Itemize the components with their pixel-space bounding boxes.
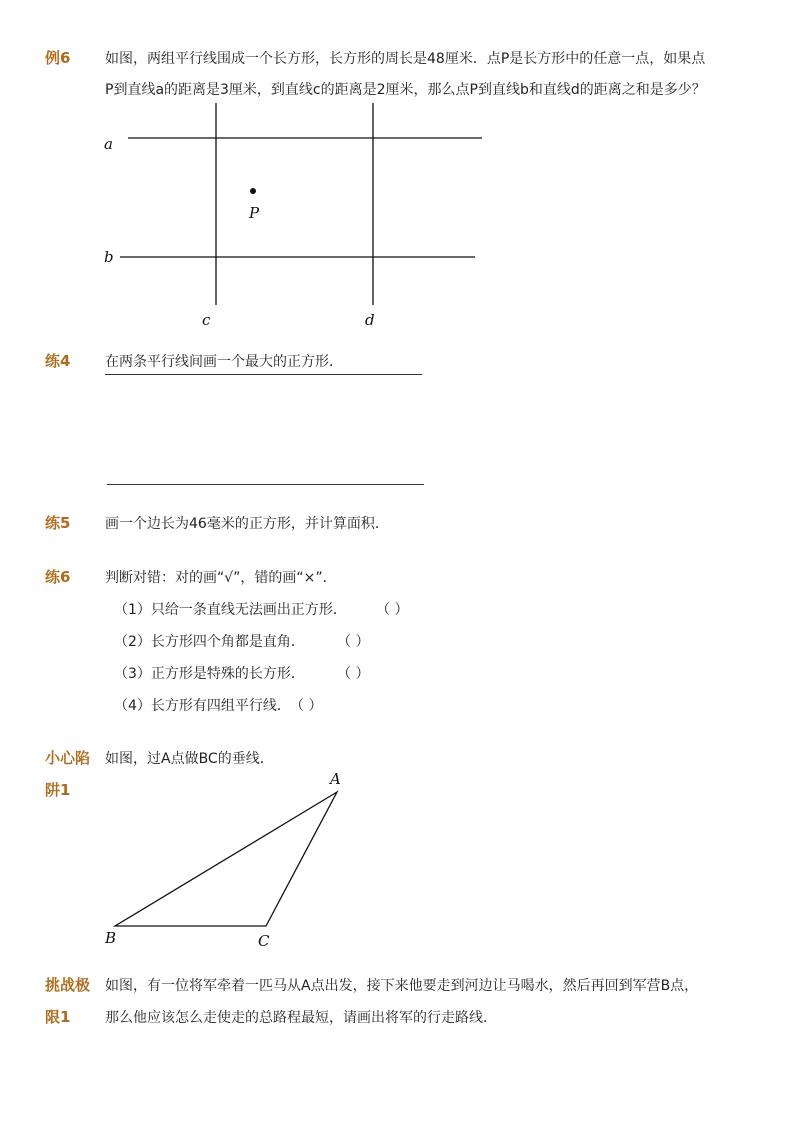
practice-5-tag: 练5 xyxy=(45,514,71,532)
label-a: a xyxy=(104,135,113,153)
label-b: b xyxy=(104,248,114,266)
trap-1-question: 如图，过A点做BC的垂线． xyxy=(105,751,274,767)
label-p: P xyxy=(249,204,260,222)
challenge-1-tag-line-2: 限1 xyxy=(45,1008,71,1026)
judgement-item-1: （1）只给一条直线无法画出正方形． xyxy=(114,602,347,618)
example-6-tag: 例6 xyxy=(45,49,71,67)
example-6-question-line-1: 如图，两组平行线围成一个长方形，长方形的周长是48厘米．点P是长方形中的任意一点，如果点 xyxy=(105,51,706,67)
answer-bracket-4[interactable]: （ ） xyxy=(290,698,323,714)
answer-bracket-2[interactable]: （ ） xyxy=(337,634,370,650)
parallel-line-bottom xyxy=(107,484,424,485)
answer-bracket-3[interactable]: （ ） xyxy=(337,666,370,682)
triangle-abc xyxy=(115,792,337,926)
challenge-1-question-line-1: 如图，有一位将军牵着一匹马从A点出发，接下来他要走到河边让马喝水，然后再回到军营B点， xyxy=(105,978,699,994)
label-vertex-a: A xyxy=(330,770,341,788)
challenge-1-question-line-2: 那么他应该怎么走使走的总路程最短，请画出将军的行走路线． xyxy=(105,1010,497,1026)
label-vertex-b: B xyxy=(105,929,117,947)
point-p xyxy=(250,188,256,194)
label-c: c xyxy=(202,311,211,329)
answer-bracket-1[interactable]: （ ） xyxy=(376,602,409,618)
practice-4-question: 在两条平行线间画一个最大的正方形． xyxy=(105,354,343,370)
practice-6-tag: 练6 xyxy=(45,568,71,586)
judgement-item-2: （2）长方形四个角都是直角． xyxy=(114,634,305,650)
practice-5-question: 画一个边长为46毫米的正方形，并计算面积． xyxy=(105,516,389,532)
trap-1-tag-line-1: 小心陷 xyxy=(45,749,91,767)
judgement-item-4: （4）长方形有四组平行线． xyxy=(114,698,291,714)
label-vertex-c: C xyxy=(258,932,270,950)
challenge-1-tag-line-1: 挑战极 xyxy=(45,976,91,994)
practice-4-tag: 练4 xyxy=(45,352,71,370)
practice-6-intro: 判断对错：对的画“√”，错的画“×”． xyxy=(105,570,337,586)
parallel-line-top xyxy=(105,374,422,375)
judgement-item-3: （3）正方形是特殊的长方形． xyxy=(114,666,305,682)
trap-1-tag-line-2: 阱1 xyxy=(45,781,71,799)
example-6-question-line-2: P到直线a的距离是3厘米，到直线c的距离是2厘米，那么点P到直线b和直线d的距离之和是多少？ xyxy=(105,82,706,98)
label-d: d xyxy=(365,311,375,329)
